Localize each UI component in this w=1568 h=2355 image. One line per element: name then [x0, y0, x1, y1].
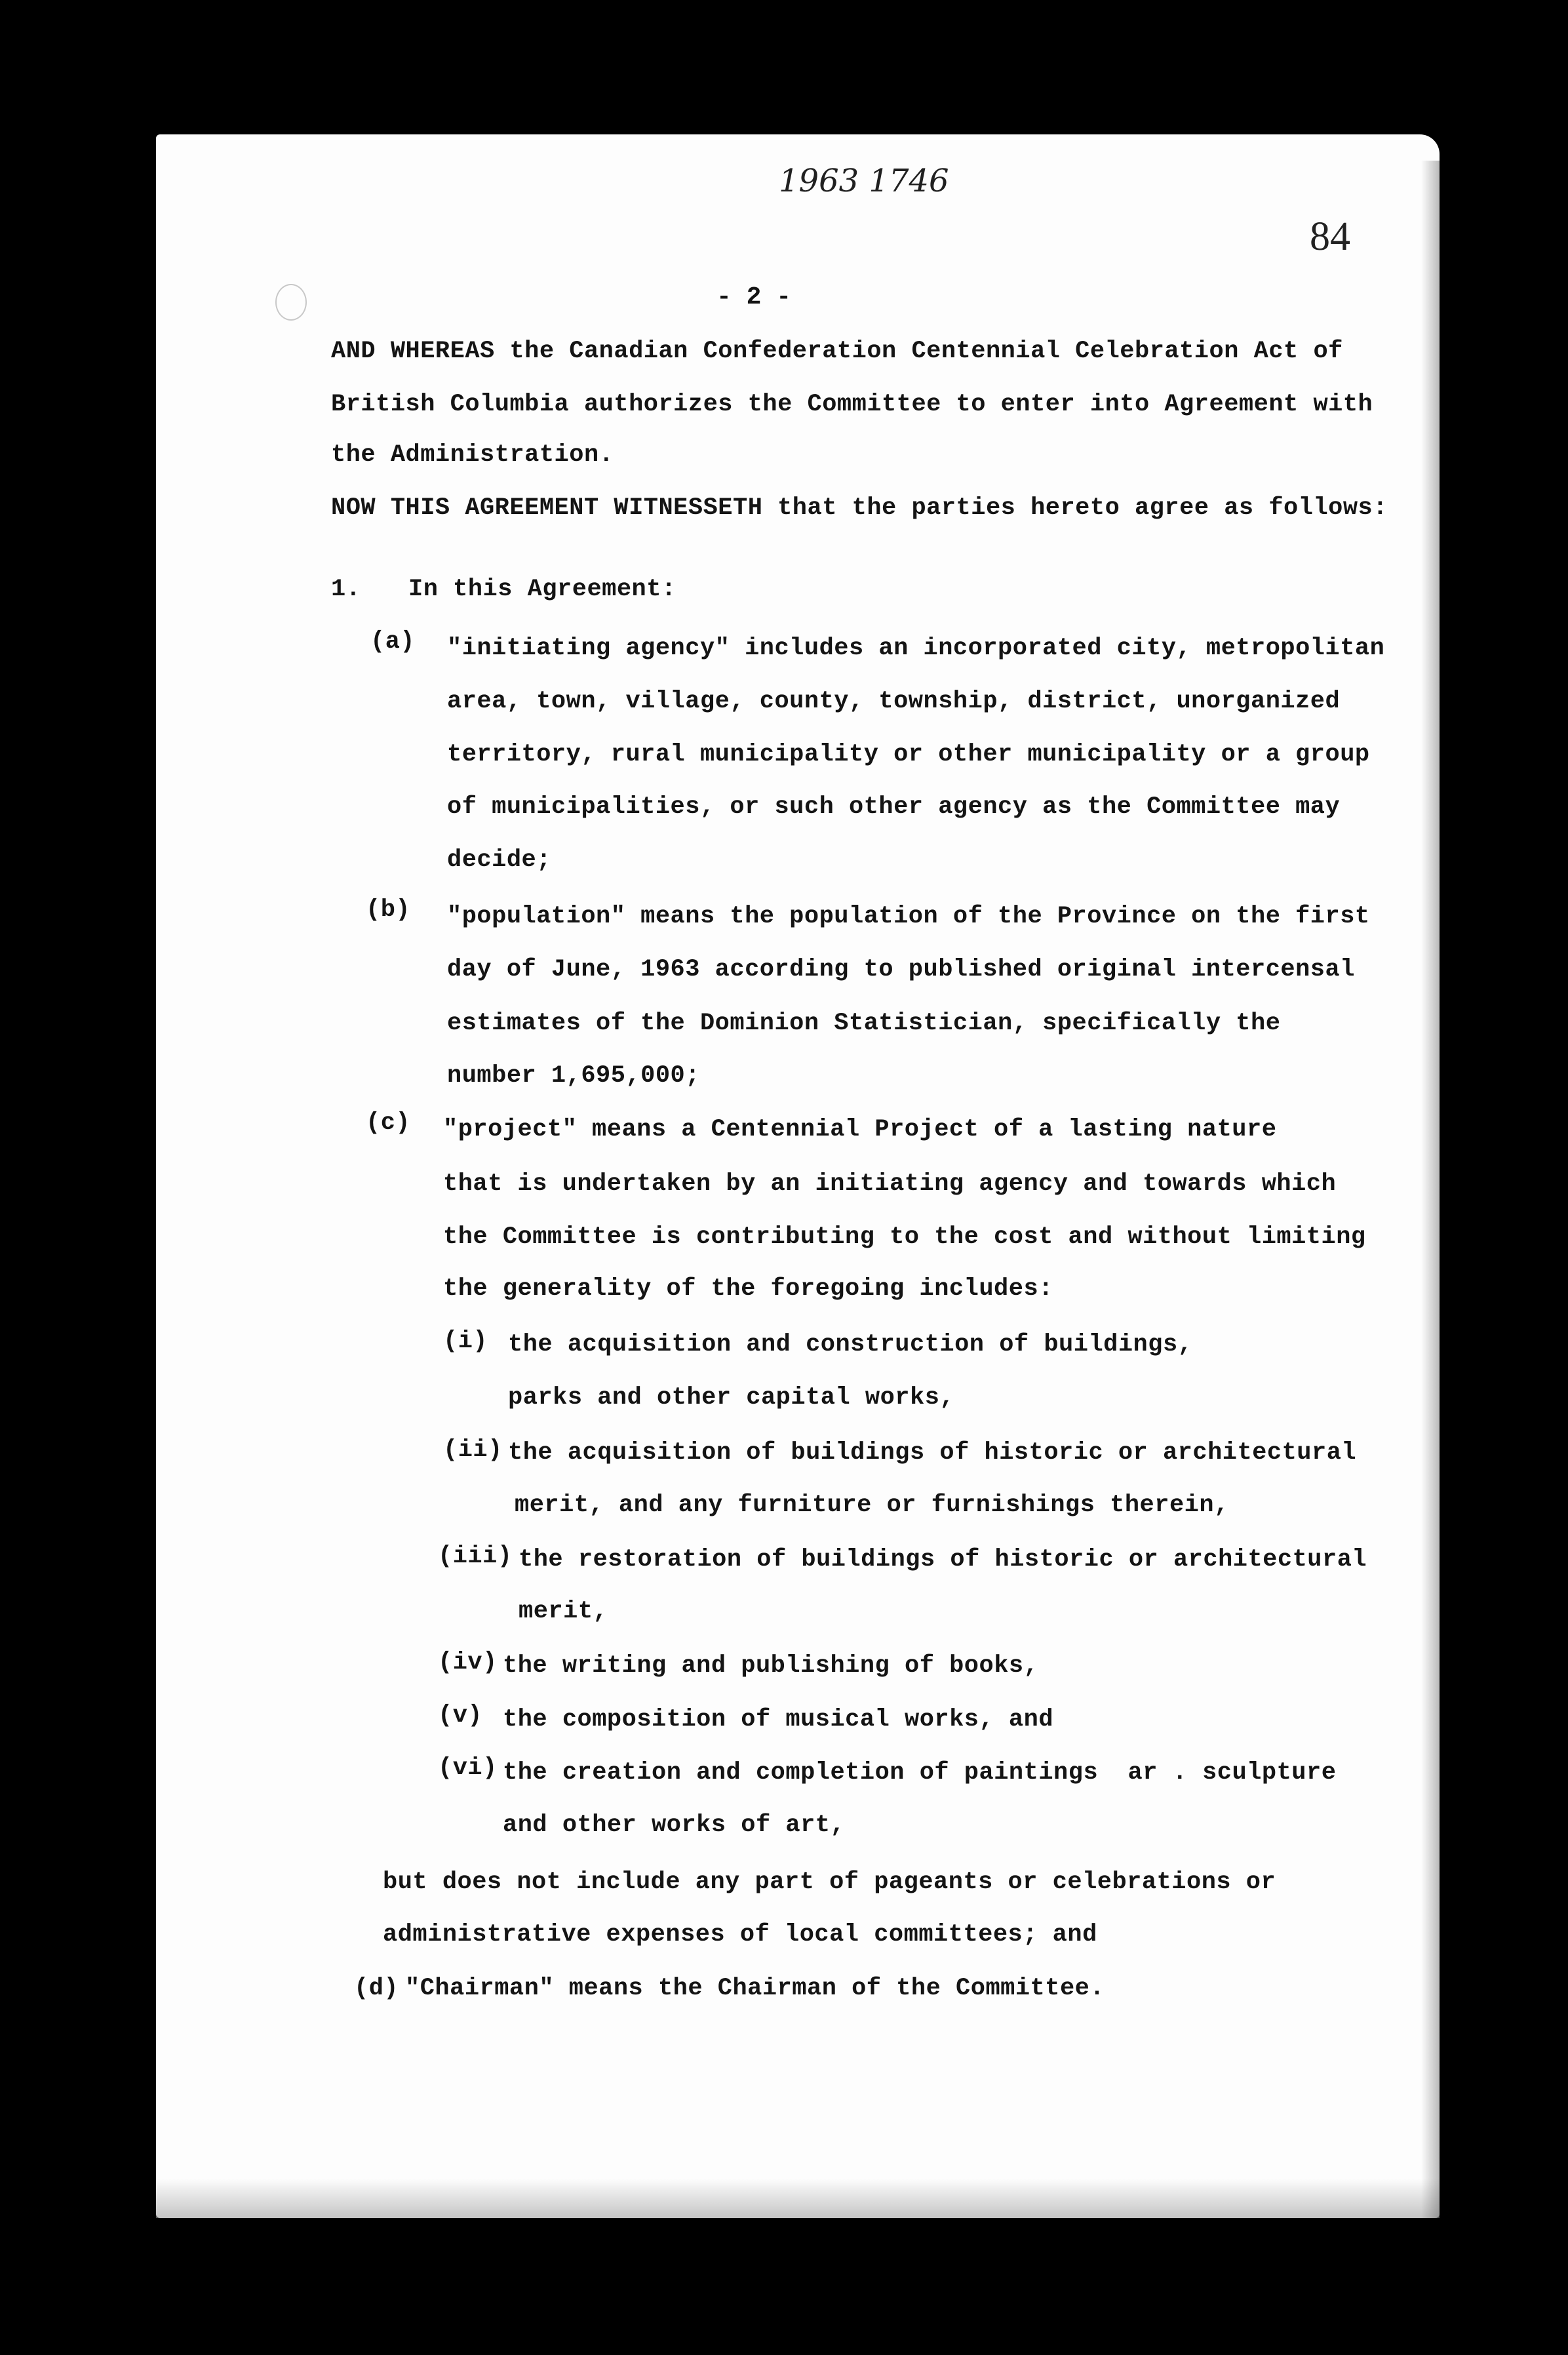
item-b-line: number 1,695,000;	[447, 1062, 700, 1090]
item-d-line: "Chairman" means the Chairman of the Committee.	[405, 1975, 1105, 2002]
item-b-line: day of June, 1963 according to published original intercensal	[447, 956, 1355, 983]
item-c-marker: (c)	[366, 1109, 411, 1137]
subitem-iii-marker: (iii)	[438, 1543, 513, 1570]
subitem-v-marker: (v)	[438, 1702, 483, 1730]
subitem-vi-line: the creation and completion of paintings ar . sculpture	[503, 1759, 1337, 1787]
subitem-iv-marker: (iv)	[438, 1649, 498, 1676]
body-line-4: NOW THIS AGREEMENT WITNESSETH that the parties hereto agree as follows:	[331, 494, 1388, 522]
section-heading: In this Agreement:	[408, 576, 676, 603]
item-c-closing-line: administrative expenses of local committees; and	[383, 1921, 1097, 1949]
item-a-line: decide;	[447, 846, 551, 874]
item-a-line: area, town, village, county, township, district, unorganized	[447, 688, 1341, 715]
subitem-iv-line: the writing and publishing of books,	[503, 1652, 1039, 1680]
body-line-3: the Administration.	[331, 441, 614, 469]
item-b-marker: (b)	[366, 896, 411, 924]
item-a-line: territory, rural municipality or other municipality or a group	[447, 741, 1370, 768]
subitem-iii-line: the restoration of buildings of historic or architectural	[519, 1546, 1367, 1573]
punch-hole-mark	[275, 284, 307, 321]
handwritten-reference: 1963 1746	[779, 163, 949, 199]
item-a-line: of municipalities, or such other agency as the Committee may	[447, 793, 1341, 821]
subitem-i-marker: (i)	[443, 1328, 488, 1355]
item-b-line: estimates of the Dominion Statistician, specifically the	[447, 1010, 1281, 1037]
item-c-line: that is undertaken by an initiating agency and towards which	[443, 1170, 1337, 1198]
subitem-ii-marker: (ii)	[443, 1436, 503, 1464]
subitem-vi-line: and other works of art,	[503, 1811, 846, 1839]
subitem-v-line: the composition of musical works, and	[503, 1706, 1054, 1733]
section-number: 1.	[331, 576, 361, 603]
item-a-line: "initiating agency" includes an incorporated city, metropolitan	[447, 635, 1385, 662]
subitem-i-line: the acquisition and construction of buildings,	[508, 1331, 1193, 1358]
body-line-1: AND WHEREAS the Canadian Confederation Centennial Celebration Act of	[331, 338, 1343, 365]
item-c-line: "project" means a Centennial Project of a lasting nature	[443, 1116, 1277, 1143]
item-a-marker: (a)	[370, 628, 416, 656]
item-c-line: the generality of the foregoing includes:	[443, 1275, 1053, 1303]
page-bottom-shadow	[156, 2179, 1440, 2218]
subitem-ii-line: merit, and any furniture or furnishings therein,	[515, 1492, 1229, 1519]
item-c-closing-line: but does not include any part of pageants or celebrations or	[383, 1869, 1276, 1896]
subitem-i-line: parks and other capital works,	[508, 1384, 955, 1412]
folio-number: 84	[1310, 214, 1350, 259]
subitem-vi-marker: (vi)	[438, 1754, 498, 1782]
item-b-line: "population" means the population of the Province on the first	[447, 903, 1370, 930]
page-number: - 2 -	[716, 283, 792, 311]
subitem-iii-line: merit,	[519, 1598, 608, 1625]
page-right-edge-shadow	[1421, 161, 1440, 2218]
subitem-ii-line: the acquisition of buildings of historic or architectural	[508, 1439, 1357, 1467]
item-d-marker: (d)	[354, 1975, 399, 2002]
item-c-line: the Committee is contributing to the cost and without limiting	[443, 1223, 1366, 1251]
body-line-2: British Columbia authorizes the Committee to enter into Agreement with	[331, 391, 1373, 418]
